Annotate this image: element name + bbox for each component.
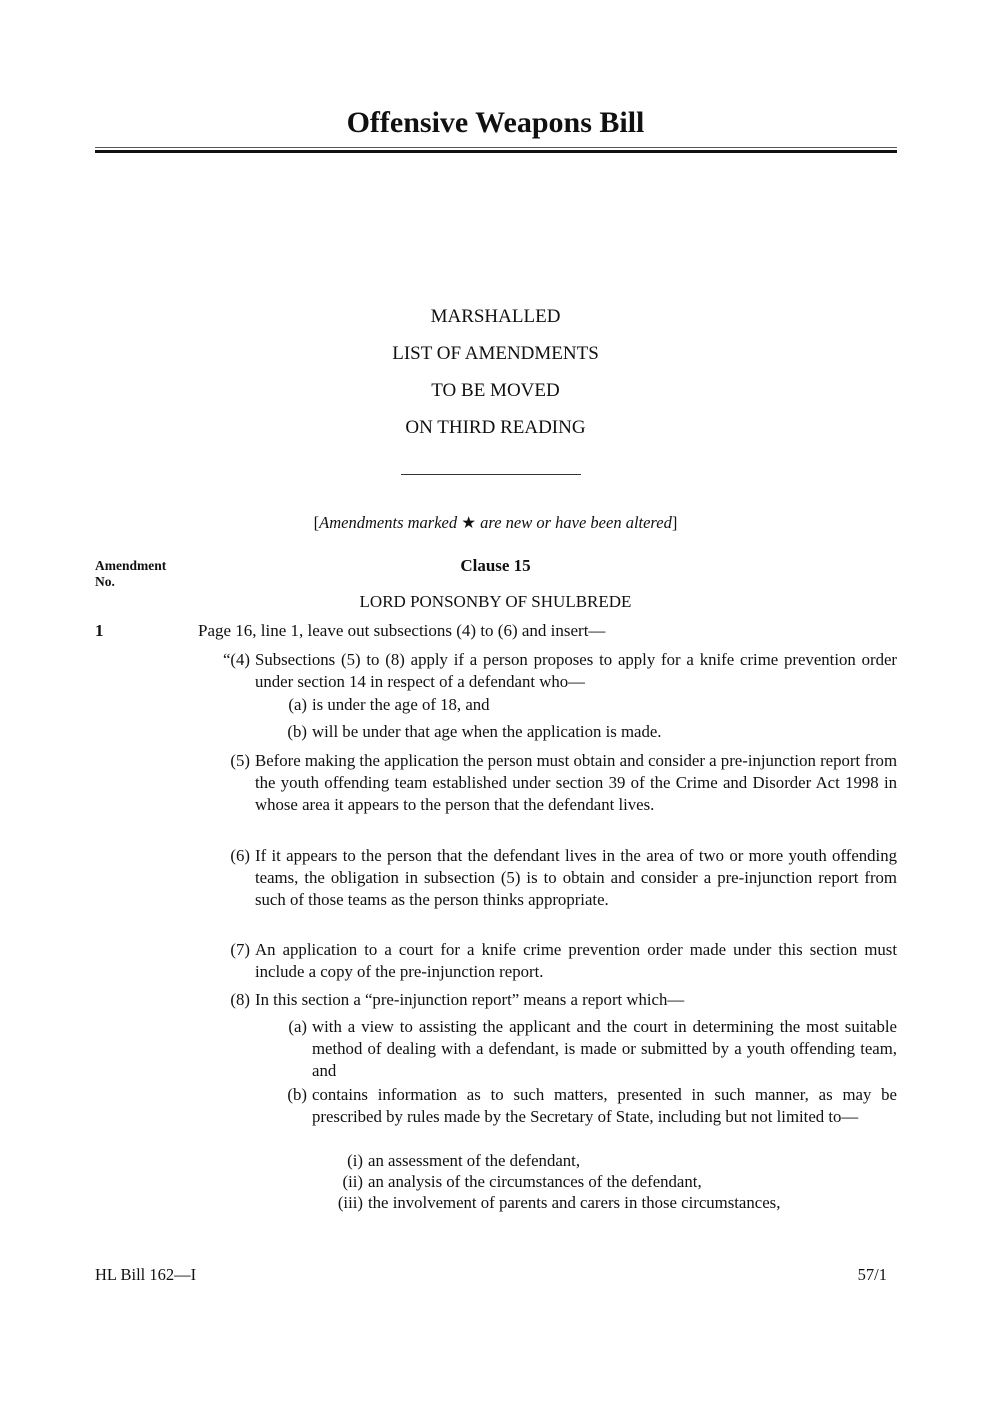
paragraph-text: If it appears to the person that the defendant lives in the area of two or more youth offending teams, the obligation in subsection (5) is to obtain and consider a pre-injunction report from such of those teams as the person thinks appropriate. [255, 846, 897, 909]
paragraph-number: (a) [288, 695, 307, 714]
subsection-8 [230, 989, 897, 1011]
subsection-4-b [287, 721, 897, 743]
paragraph-text: Before making the application the person must obtain and consider a pre-injunction report from the youth offending team established under section 39 of the Crime and Disorder Act 1998 in whose area it appears to the person that the defendant lives. [255, 751, 897, 814]
paragraph-text: with a view to assisting the applicant and the court in determining the most suitable method of dealing with a defendant, is made or submitted by a youth offending team, and [312, 1017, 897, 1080]
paragraph-text: In this section a “pre-injunction report” means a report which— [255, 990, 685, 1009]
amendment-number: 1 [95, 621, 104, 640]
subsection-8-b-ii [342, 1171, 897, 1193]
paragraph-text: contains information as to such matters, presented in such manner, as may be prescribed by rules made by the Secretary of State, including but not limited to— [312, 1085, 897, 1126]
paragraph-text: will be under that age when the application is made. [312, 722, 662, 741]
note-close-bracket: ] [671, 513, 678, 532]
paragraph-number: (a) [288, 1017, 307, 1036]
heading-line-3: TO BE MOVED [431, 380, 560, 401]
member-name: LORD PONSONBY OF SHULBREDE [359, 592, 632, 611]
column-label-line2: No. [95, 574, 115, 589]
paragraph-text: an assessment of the defendant, [368, 1151, 581, 1170]
title-rule-thick [95, 150, 897, 153]
subsection-7 [230, 939, 897, 983]
subsection-8-b [287, 1084, 897, 1128]
clause-heading: Clause 15 [460, 556, 531, 575]
amendments-note [0, 513, 991, 533]
paragraph-text: An application to a court for a knife crime prevention order made under this section must include a copy of the pre-injunction report. [255, 940, 897, 981]
amendment-instruction: Page 16, line 1, leave out subsections (4) to (6) and insert— [198, 621, 606, 640]
title-rule-thin [95, 147, 897, 148]
paragraph-number: (iii) [337, 1193, 363, 1212]
column-label-line1: Amendment [95, 558, 167, 573]
star-icon: ★ [461, 513, 477, 532]
paragraph-number: (6) [230, 846, 250, 865]
paragraph-number: (b) [287, 1085, 307, 1104]
subsection-8-b-i [347, 1150, 897, 1172]
document-title: Offensive Weapons Bill [346, 106, 645, 139]
paragraph-number: (8) [230, 990, 250, 1009]
paragraph-number: (i) [347, 1151, 363, 1170]
footer-page-reference: 57/1 [857, 1265, 887, 1284]
subsection-5 [230, 750, 897, 815]
footer-bill-reference: HL Bill 162—I [95, 1265, 197, 1284]
paragraph-number: (ii) [342, 1172, 363, 1191]
subsection-8-b-iii [337, 1192, 897, 1214]
paragraph-number: (b) [287, 722, 307, 741]
subsection-8-a [288, 1016, 897, 1081]
paragraph-text: the involvement of parents and carers in those circumstances, [368, 1193, 781, 1212]
heading-line-4: ON THIRD READING [405, 417, 586, 438]
paragraph-number: (7) [230, 940, 250, 959]
heading-line-1: MARSHALLED [430, 306, 561, 327]
paragraph-text: is under the age of 18, and [312, 695, 490, 714]
paragraph-number: (5) [230, 751, 250, 770]
paragraph-text: an analysis of the circumstances of the defendant, [368, 1172, 702, 1191]
paragraph-number: “(4) [222, 650, 250, 669]
subsection-4-a [288, 694, 897, 716]
note-text-after: are new or have been altered [476, 513, 672, 532]
paragraph-text: Subsections (5) to (8) apply if a person proposes to apply for a knife crime prevention order under section 14 in respect of a defendant who— [255, 650, 897, 691]
heading-divider [401, 474, 581, 475]
note-open-bracket: [ [313, 513, 320, 532]
heading-line-2: LIST OF AMENDMENTS [392, 343, 599, 364]
note-text-before: Amendments marked [319, 513, 462, 532]
subsection-4 [222, 649, 897, 693]
subsection-6 [230, 845, 897, 910]
